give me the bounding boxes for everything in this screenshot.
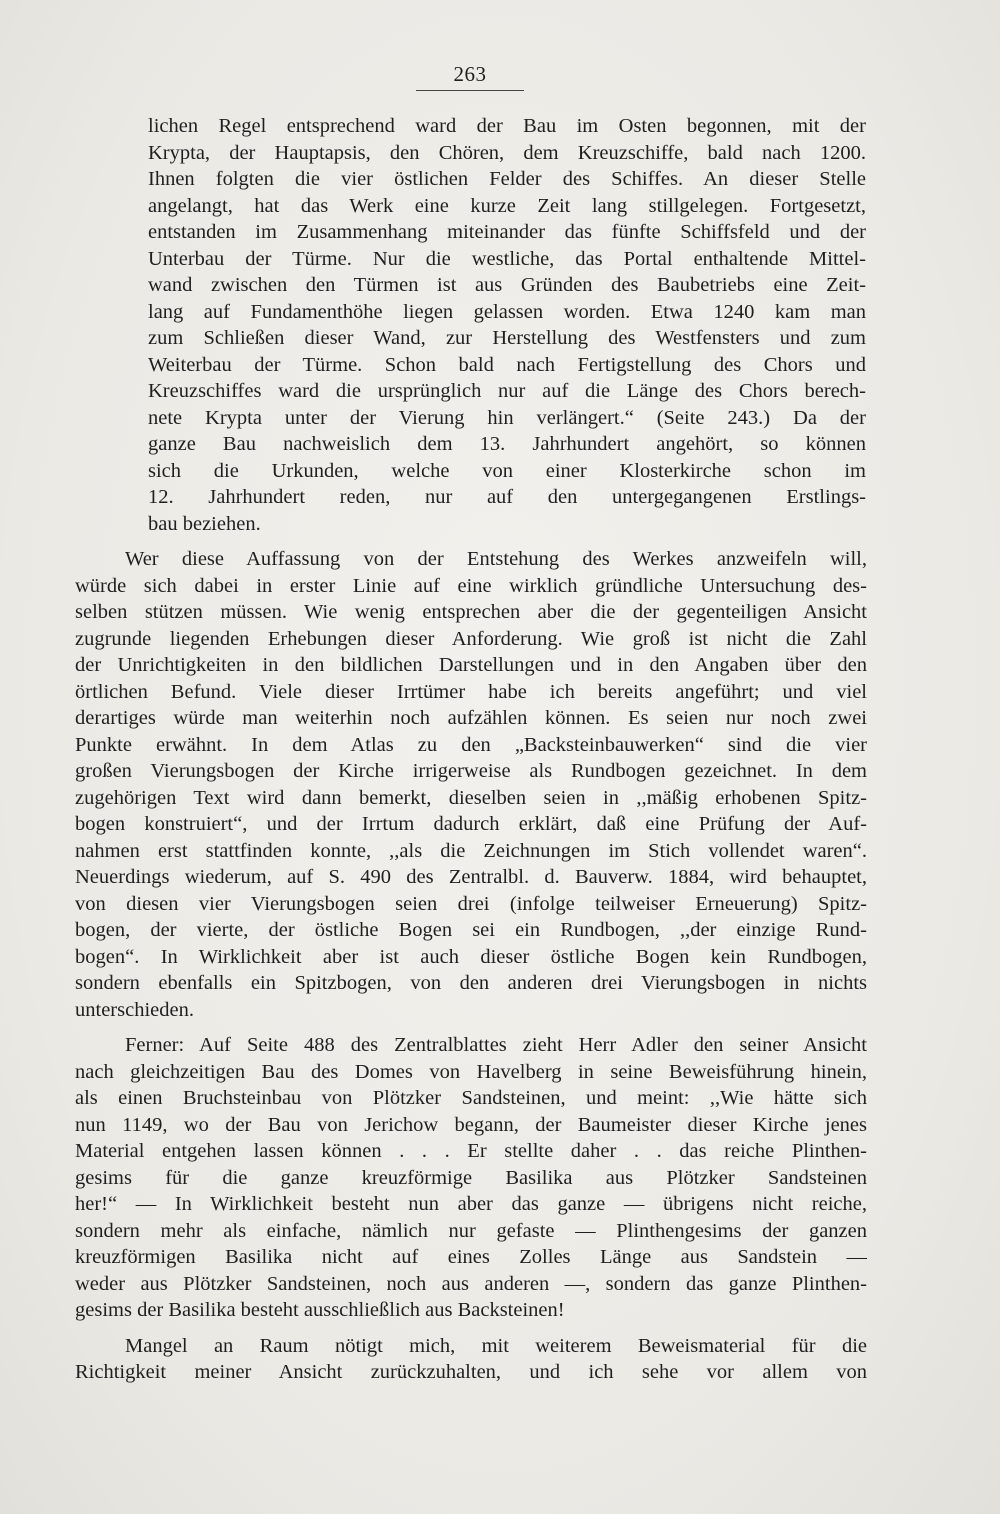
header-rule	[416, 90, 524, 91]
quote-line: Ihnen folgten die vier östlichen Felder des Schiffes. An dieser Stelle	[148, 168, 866, 190]
quote-line: Kreuzschiffes ward die ursprünglich nur auf die Länge des Chors berech-	[148, 380, 866, 402]
paragraph-line: sondern ebenfalls ein Spitzbogen, von den anderen drei Vierungsbogen in nichts	[75, 972, 867, 994]
paragraph-gap	[75, 1324, 867, 1333]
paragraph-line: Neuerdings wiederum, auf S. 490 des Zentralbl. d. Bauverw. 1884, wird behauptet,	[75, 866, 867, 888]
quote-line: nete Krypta unter der Vierung hin verlängert.“ (Seite 243.) Da der	[148, 406, 866, 429]
paragraph-line: bogen, der vierte, der östliche Bogen sei ein Rundbogen, ,,der einzige Rund-	[75, 919, 867, 941]
paragraph-line: zugrunde liegenden Erhebungen dieser Anforderung. Wie groß ist nicht die Zahl	[75, 627, 867, 650]
quote-line: zum Schließen dieser Wand, zur Herstellung des Westfensters und zum	[148, 327, 866, 349]
paragraph-line: selben stützen müssen. Wie wenig entsprechen aber die der gegenteiligen Ansicht	[75, 601, 867, 623]
paragraph	[75, 1032, 867, 1324]
quote-line: ganze Bau nachweislich dem 13. Jahrhundert angehört, so können	[148, 433, 866, 455]
paragraph-line: Punkte erwähnt. In dem Atlas zu den „Backsteinbauwerken“ sind die vier	[75, 733, 867, 756]
paragraph-line: von diesen vier Vierungsbogen seien drei (infolge teilweiser Erneuerung) Spitz-	[75, 892, 867, 915]
paragraph-line: nun 1149, wo der Bau von Jerichow begann, der Baumeister dieser Kirche jenes	[75, 1113, 867, 1136]
body-text	[75, 546, 867, 1386]
paragraph-line: gesims der Basilika besteht ausschließlich aus Backsteinen!	[75, 1299, 565, 1321]
page-header	[415, 62, 525, 91]
quote-line: bau beziehen.	[148, 512, 261, 535]
paragraph-line: weder aus Plötzker Sandsteinen, noch aus anderen —, sondern das ganze Plinthen-	[75, 1272, 867, 1295]
quote-line: Krypta, der Hauptapsis, den Chören, dem Kreuzschiffe, bald nach 1200.	[148, 141, 866, 164]
paragraph-line: her!“ — In Wirklichkeit besteht nun aber das ganze — übrigens nicht reiche,	[75, 1193, 867, 1215]
paragraph-line: nach gleichzeitigen Bau des Domes von Havelberg in seine Beweisführung hinein,	[75, 1060, 867, 1083]
paragraph-line: nahmen erst stattfinden konnte, ,,als die Zeichnungen im Stich vollendet waren“.	[75, 839, 867, 862]
paragraph-line: Wer diese Auffassung von der Entstehung des Werkes anzweifeln will,	[125, 548, 867, 570]
quote-line: 12. Jahrhundert reden, nur auf den untergegangenen Erstlings-	[148, 486, 866, 508]
paragraph-line: bogen“. In Wirklichkeit aber ist auch dieser östliche Bogen kein Rundbogen,	[75, 945, 867, 968]
paragraph-line: unterschieden.	[75, 998, 194, 1021]
paragraph-line: der Unrichtigkeiten in den bildlichen Darstellungen und in den Angaben über den	[75, 654, 867, 676]
quote-line: angelangt, hat das Werk eine kurze Zeit lang stillgelegen. Fortgesetzt,	[148, 194, 866, 217]
paragraph-line: Richtigkeit meiner Ansicht zurückzuhalten, und ich sehe vor allem von	[75, 1361, 867, 1383]
paragraph-line: gesims für die ganze kreuzförmige Basilika aus Plötzker Sandsteinen	[75, 1166, 867, 1189]
paragraph-line: bogen konstruiert“, und der Irrtum dadurch erklärt, daß eine Prüfung der Auf-	[75, 813, 867, 835]
quoted-passage	[148, 113, 866, 537]
quote-line: sich die Urkunden, welche von einer Klosterkirche schon im	[148, 459, 866, 482]
quote-line: Weiterbau der Türme. Schon bald nach Fertigstellung des Chors und	[148, 353, 866, 376]
quote-line: wand zwischen den Türmen ist aus Gründen des Baubetriebs eine Zeit-	[148, 274, 866, 296]
paragraph-line: Ferner: Auf Seite 488 des Zentralblattes zieht Herr Adler den seiner Ansicht	[125, 1034, 867, 1056]
paragraph-line: kreuzförmigen Basilika nicht auf eines Zolles Länge aus Sandstein —	[75, 1246, 867, 1268]
quote-line: Unterbau der Türme. Nur die westliche, das Portal enthaltende Mittel-	[148, 247, 866, 270]
paragraph-line: zugehörigen Text wird dann bemerkt, dieselben seien in ,,mäßig erhobenen Spitz-	[75, 786, 867, 809]
paragraph	[75, 546, 867, 1023]
paragraph-line: Mangel an Raum nötigt mich, mit weiterem Beweismaterial für die	[125, 1334, 867, 1357]
paragraph-line: würde sich dabei in erster Linie auf eine wirklich gründliche Untersuchung des-	[75, 574, 867, 597]
paragraph-line: derartiges würde man weiterhin noch aufzählen können. Es seien nur noch zwei	[75, 707, 867, 729]
quote-line: lichen Regel entsprechend ward der Bau im Osten begonnen, mit der	[148, 115, 866, 137]
page-number: 263	[453, 62, 487, 86]
paragraph-line: örtlichen Befund. Viele dieser Irrtümer habe ich bereits angeführt; und viel	[75, 680, 867, 703]
paragraph	[75, 1333, 867, 1386]
paragraph-line: Material entgehen lassen können . . . Er stellte daher . . das reiche Plinthen-	[75, 1140, 867, 1162]
paragraph-gap	[75, 1023, 867, 1032]
paragraph-line: großen Vierungsbogen der Kirche irrigerweise als Rundbogen gezeichnet. In dem	[75, 760, 867, 782]
quote-line: lang auf Fundamenthöhe liegen gelassen worden. Etwa 1240 kam man	[148, 300, 866, 323]
paragraph-line: sondern mehr als einfache, nämlich nur gefaste — Plinthengesims der ganzen	[75, 1219, 867, 1242]
quote-line: entstanden im Zusammenhang miteinander das fünfte Schiffsfeld und der	[148, 221, 866, 243]
paragraph-line: als einen Bruchsteinbau von Plötzker Sandsteinen, und meint: ,,Wie hätte sich	[75, 1087, 867, 1109]
